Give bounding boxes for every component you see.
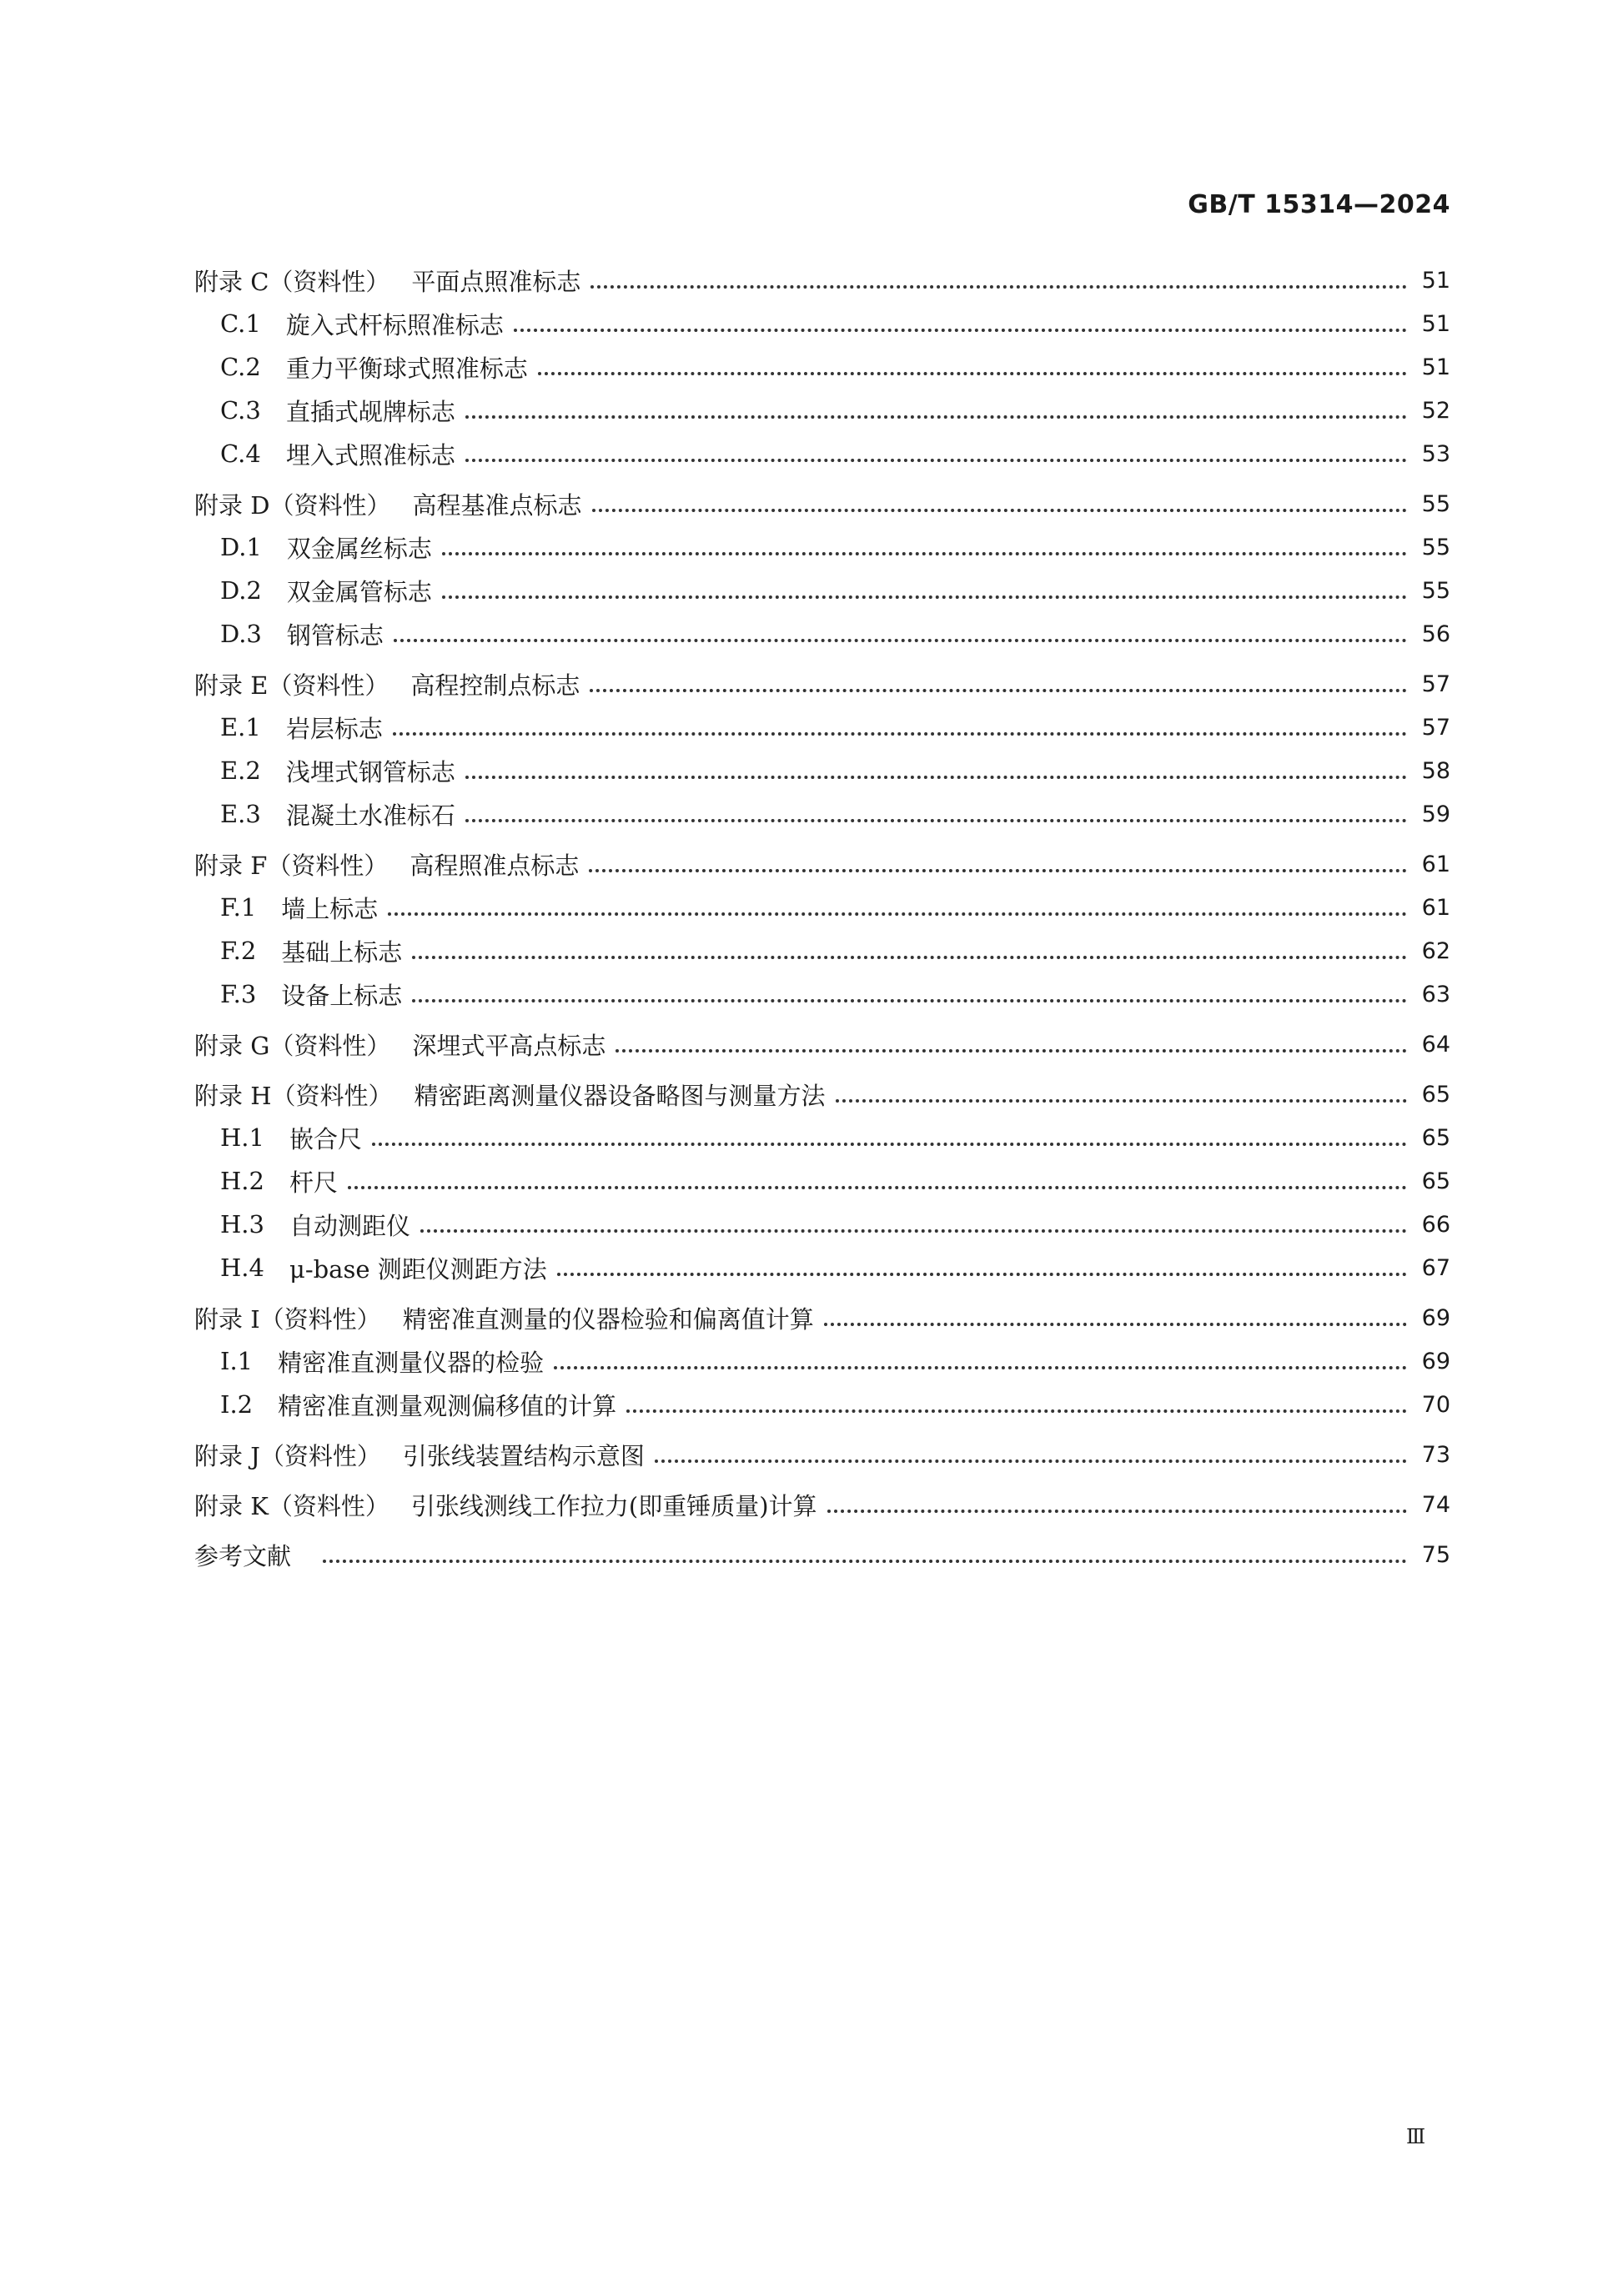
toc-section-entry[interactable] — [194, 1159, 1450, 1203]
toc-leader-dots — [514, 329, 1407, 332]
toc-section-entry[interactable] — [194, 792, 1450, 836]
toc-leader-dots — [557, 1273, 1407, 1276]
toc-appendix-entry[interactable] — [194, 1533, 1450, 1576]
toc-entry-title: 钢管标志 — [286, 620, 384, 650]
toc-section-entry[interactable] — [194, 1116, 1450, 1159]
toc-section-entry[interactable] — [194, 1383, 1450, 1426]
toc-leader-dots — [465, 415, 1407, 419]
toc-entry-title: 平面点照准标志 — [411, 267, 581, 296]
toc-entry-code: E.3 — [220, 800, 261, 828]
toc-leader-dots — [323, 1560, 1407, 1563]
toc-leader-dots — [465, 459, 1407, 462]
toc-section-entry[interactable] — [194, 929, 1450, 972]
page-number-footer: Ⅲ — [1406, 2125, 1426, 2148]
toc-leader-dots — [589, 869, 1407, 872]
toc-page-number: 55 — [1421, 577, 1450, 604]
toc-section-entry[interactable] — [194, 706, 1450, 749]
toc-section-entry[interactable] — [194, 886, 1450, 929]
toc-entry-title: 引张线装置结构示意图 — [402, 1441, 645, 1470]
toc-page-number: 64 — [1421, 1031, 1450, 1058]
toc-entry-title: 高程照准点标志 — [410, 851, 580, 880]
toc-entry-title: 双金属管标志 — [286, 577, 432, 606]
toc-leader-dots — [412, 999, 1407, 1002]
toc-entry-code: 附录 E（资料性） — [194, 671, 389, 700]
toc-appendix-entry[interactable] — [194, 662, 1450, 706]
document-id: GB/T 15314—2024 — [1188, 190, 1450, 219]
toc-entry-title: 精密准直测量的仪器检验和偏离值计算 — [402, 1304, 814, 1334]
toc-leader-dots — [442, 552, 1407, 555]
toc-entry-code: C.2 — [220, 353, 261, 381]
toc-entry-code: H.4 — [220, 1254, 264, 1282]
toc-leader-dots — [590, 285, 1407, 289]
toc-section-entry[interactable] — [194, 345, 1450, 389]
toc-page-number: 53 — [1421, 440, 1450, 467]
toc-section-entry[interactable] — [194, 525, 1450, 569]
toc-leader-dots — [388, 912, 1407, 916]
toc-appendix-entry[interactable] — [194, 1073, 1450, 1116]
toc-section-entry[interactable] — [194, 389, 1450, 432]
toc-page-number: 63 — [1421, 981, 1450, 1007]
toc-page-number: 58 — [1421, 757, 1450, 784]
toc-entry-code: 参考文献 — [194, 1541, 292, 1570]
toc-page-number: 62 — [1421, 937, 1450, 964]
toc-appendix-entry[interactable] — [194, 1022, 1450, 1066]
toc-page-number: 65 — [1421, 1168, 1450, 1194]
toc-entry-title: 直插式觇牌标志 — [285, 397, 455, 426]
toc-entry-title: 嵌合尺 — [289, 1124, 362, 1153]
toc-entry-title: 高程控制点标志 — [410, 671, 580, 700]
toc-entry-code: 附录 D（资料性） — [194, 490, 391, 520]
toc-appendix-entry[interactable] — [194, 1483, 1450, 1526]
toc-entry-code: D.3 — [220, 620, 262, 648]
toc-leader-dots — [394, 639, 1407, 642]
toc-entry-code: D.2 — [220, 576, 262, 605]
toc-section-entry[interactable] — [194, 569, 1450, 612]
toc-page-number: 73 — [1421, 1441, 1450, 1468]
toc-page-number: 55 — [1421, 534, 1450, 560]
toc-entry-title: 精密准直测量观测偏移值的计算 — [278, 1391, 617, 1420]
toc-section-entry[interactable] — [194, 1246, 1450, 1289]
toc-entry-code: 附录 C（资料性） — [194, 267, 390, 296]
toc-page-number: 57 — [1421, 671, 1450, 697]
toc-leader-dots — [827, 1510, 1407, 1513]
toc-leader-dots — [412, 956, 1407, 959]
toc-entry-code: E.1 — [220, 713, 261, 741]
toc-entry-title: 精密准直测量仪器的检验 — [278, 1348, 545, 1377]
toc-entry-code: 附录 J（资料性） — [194, 1441, 381, 1470]
toc-page-number: 59 — [1421, 801, 1450, 827]
toc-section-entry[interactable] — [194, 1203, 1450, 1246]
toc-appendix-entry[interactable] — [194, 1433, 1450, 1476]
toc-entry-title: 自动测距仪 — [289, 1211, 410, 1240]
toc-entry-title: 深埋式平高点标志 — [412, 1031, 606, 1060]
toc-entry-code: 附录 G（资料性） — [194, 1031, 391, 1060]
toc-appendix-entry[interactable] — [194, 1296, 1450, 1339]
toc-page-number: 55 — [1421, 490, 1450, 517]
toc-leader-dots — [465, 819, 1407, 822]
toc-leader-dots — [616, 1049, 1407, 1053]
toc-entry-code: H.1 — [220, 1123, 264, 1152]
toc-leader-dots — [554, 1366, 1407, 1369]
toc-page-number: 51 — [1421, 267, 1450, 294]
toc-leader-dots — [836, 1099, 1407, 1103]
toc-leader-dots — [420, 1229, 1407, 1233]
toc-entry-title: 重力平衡球式照准标志 — [285, 354, 528, 383]
toc-entry-code: 附录 F（资料性） — [194, 851, 389, 880]
toc-leader-dots — [348, 1186, 1407, 1189]
toc-section-entry[interactable] — [194, 972, 1450, 1016]
toc-entry-code: F.3 — [220, 980, 257, 1008]
toc-leader-dots — [655, 1459, 1407, 1463]
toc-entry-title: 浅埋式钢管标志 — [285, 757, 455, 786]
toc-leader-dots — [592, 509, 1408, 512]
toc-page-number: 61 — [1421, 894, 1450, 921]
toc-entry-title: 墙上标志 — [281, 894, 379, 923]
toc-leader-dots — [372, 1143, 1407, 1146]
toc-page-number: 65 — [1421, 1124, 1450, 1151]
toc-leader-dots — [465, 776, 1407, 779]
toc-entry-title: 岩层标志 — [285, 714, 383, 743]
toc-entry-title: 引张线测线工作拉力(即重锤质量)计算 — [410, 1491, 817, 1520]
toc-page-number: 66 — [1421, 1211, 1450, 1238]
toc-entry-code: H.2 — [220, 1167, 264, 1195]
toc-entry-code: 附录 H（资料性） — [194, 1081, 393, 1110]
toc-leader-dots — [590, 689, 1407, 692]
toc-entry-title: 高程基准点标志 — [412, 490, 582, 520]
toc-entry-code: I.1 — [220, 1347, 254, 1375]
toc-section-entry[interactable] — [194, 432, 1450, 475]
toc-entry-code: F.2 — [220, 937, 257, 965]
toc-page-number: 75 — [1421, 1541, 1450, 1568]
toc-entry-title: 混凝土水准标石 — [285, 801, 455, 830]
toc-page-number: 74 — [1421, 1491, 1450, 1518]
toc-entry-title: 精密距离测量仪器设备略图与测量方法 — [414, 1081, 826, 1110]
toc-entry-code: I.2 — [220, 1390, 254, 1419]
toc-entry-title: 杆尺 — [289, 1168, 338, 1197]
toc-page-number: 56 — [1421, 620, 1450, 647]
toc-entry-title: 设备上标志 — [281, 981, 403, 1010]
toc-page-number: 70 — [1421, 1391, 1450, 1418]
toc-page-number: 61 — [1421, 851, 1450, 877]
toc-entry-title: 埋入式照准标志 — [285, 440, 455, 470]
toc-page-number: 69 — [1421, 1348, 1450, 1374]
toc-leader-dots — [393, 732, 1407, 736]
toc-page-number: 67 — [1421, 1254, 1450, 1281]
toc-leader-dots — [538, 372, 1407, 375]
toc-page-number: 57 — [1421, 714, 1450, 741]
toc-entry-title: 基础上标志 — [281, 937, 403, 967]
toc-appendix-entry[interactable] — [194, 482, 1450, 525]
toc-section-entry[interactable] — [194, 302, 1450, 345]
toc-entry-title: μ-base 测距仪测距方法 — [289, 1254, 547, 1284]
toc-appendix-entry[interactable] — [194, 842, 1450, 886]
table-of-contents — [194, 259, 1450, 1576]
toc-entry-code: C.3 — [220, 396, 261, 425]
toc-leader-dots — [442, 595, 1407, 599]
toc-entry-title: 旋入式杆标照准标志 — [285, 310, 504, 339]
toc-page-number: 51 — [1421, 310, 1450, 337]
toc-appendix-entry[interactable] — [194, 259, 1450, 302]
toc-page-number: 51 — [1421, 354, 1450, 380]
toc-entry-code: E.2 — [220, 756, 261, 785]
toc-page-number: 65 — [1421, 1081, 1450, 1108]
toc-entry-code: C.4 — [220, 440, 261, 468]
toc-page-number: 52 — [1421, 397, 1450, 424]
toc-entry-code: H.3 — [220, 1210, 264, 1238]
toc-entry-code: F.1 — [220, 893, 257, 922]
toc-leader-dots — [626, 1409, 1407, 1413]
toc-entry-code: 附录 I（资料性） — [194, 1304, 381, 1334]
toc-section-entry[interactable] — [194, 612, 1450, 656]
toc-page-number: 69 — [1421, 1304, 1450, 1331]
toc-section-entry[interactable] — [194, 1339, 1450, 1383]
toc-entry-code: 附录 K（资料性） — [194, 1491, 389, 1520]
toc-entry-title: 双金属丝标志 — [286, 534, 432, 563]
toc-entry-code: D.1 — [220, 533, 262, 561]
toc-entry-code: C.1 — [220, 309, 261, 338]
toc-leader-dots — [824, 1323, 1407, 1326]
toc-section-entry[interactable] — [194, 749, 1450, 792]
